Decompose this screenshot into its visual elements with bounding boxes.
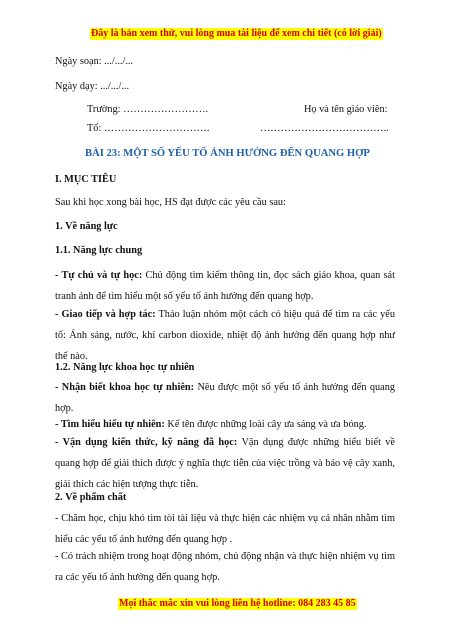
preview-notice-banner: Đây là bản xem thử, vui lòng mua tài liệu để xem chi tiết (có lời giải) [91,28,382,39]
paragraph-recognize [55,377,395,419]
apply-label: - Vận dụng kiến thức, kỹ năng đã học: [55,437,238,448]
school-field: Trường: ……………………. [87,104,209,115]
heading-general-competence: 1.1. Năng lực chung [55,245,143,256]
paragraph-apply [55,432,395,495]
heading-qualities: 2. Về phẩm chất [55,492,127,503]
heading-competence: 1. Về năng lực [55,221,118,232]
department-field: Tổ: …………………………. [87,123,210,134]
heading-natural-science-competence: 1.2. Năng lực khoa học tự nhiên [55,362,195,373]
section-heading-objectives: I. MỤC TIÊU [55,174,117,185]
preparation-date: Ngày soạn: .../.../... [55,56,134,67]
paragraph-diligence: - Chăm học, chịu khó tìm tòi tài liệu và thực hiện các nhiệm vụ cá nhân nhằm tìm hiểu các yếu tố ảnh hưởng đến quang hợp . [55,513,395,545]
recognize-label: - Nhận biết khoa học tự nhiên: [55,382,195,393]
communication-label: - Giao tiếp và hợp tác: [55,309,156,320]
paragraph-communication [55,304,395,367]
communication-text: Thảo luận nhóm một cách có hiệu quả để tìm ra các yếu tố: Ánh sáng, nước, khí carbon dioxide, nhiệt độ ảnh hưởng đến quang hợp như thế nào. [55,309,395,362]
paragraph-self-study [55,265,395,307]
recognize-text: Nêu được một số yếu tố ảnh hưởng đến quang hợp. [55,382,396,414]
hotline-banner: Mọi thắc mắc xin vui lòng liên hệ hotline: 084 283 45 85 [119,598,356,609]
self-study-text: Chủ động tìm kiếm thông tin, đọc sách giáo khoa, quan sát tranh ảnh để tìm hiểu một số yếu tố ảnh hưởng đến quang hợp. [55,270,395,302]
teacher-name-field: ……………………………….. [260,123,389,134]
lesson-title: BÀI 23: MỘT SỐ YẾU TỐ ẢNH HƯỞNG ĐẾN QUANG HỢP [85,148,370,159]
explore-label: - Tìm hiểu hiểu tự nhiên: [55,419,165,430]
paragraph-responsibility: - Có trách nhiệm trong hoạt động nhóm, chủ động nhận và thực hiện nhiệm vụ tìm ra các yếu tố ảnh hưởng đến quang hợp. [55,551,395,583]
teaching-date: Ngày dạy: .../.../... [55,81,130,92]
teacher-name-label: Họ và tên giáo viên: [304,104,388,115]
self-study-label: - Tự chủ và tự học: [55,270,143,281]
apply-text: Vận dụng được những hiểu biết về quang hợp để giải thích được ý nghĩa thực tiễn của việc trồng và bảo vệ cây xanh, giải thích các hiện tượng thực tiễn. [55,437,396,490]
intro-text: Sau khi học xong bài học, HS đạt được các yêu cầu sau: [55,197,286,208]
explore-text: Kể tên được những loài cây ưa sáng và ưa bóng. [164,419,367,430]
